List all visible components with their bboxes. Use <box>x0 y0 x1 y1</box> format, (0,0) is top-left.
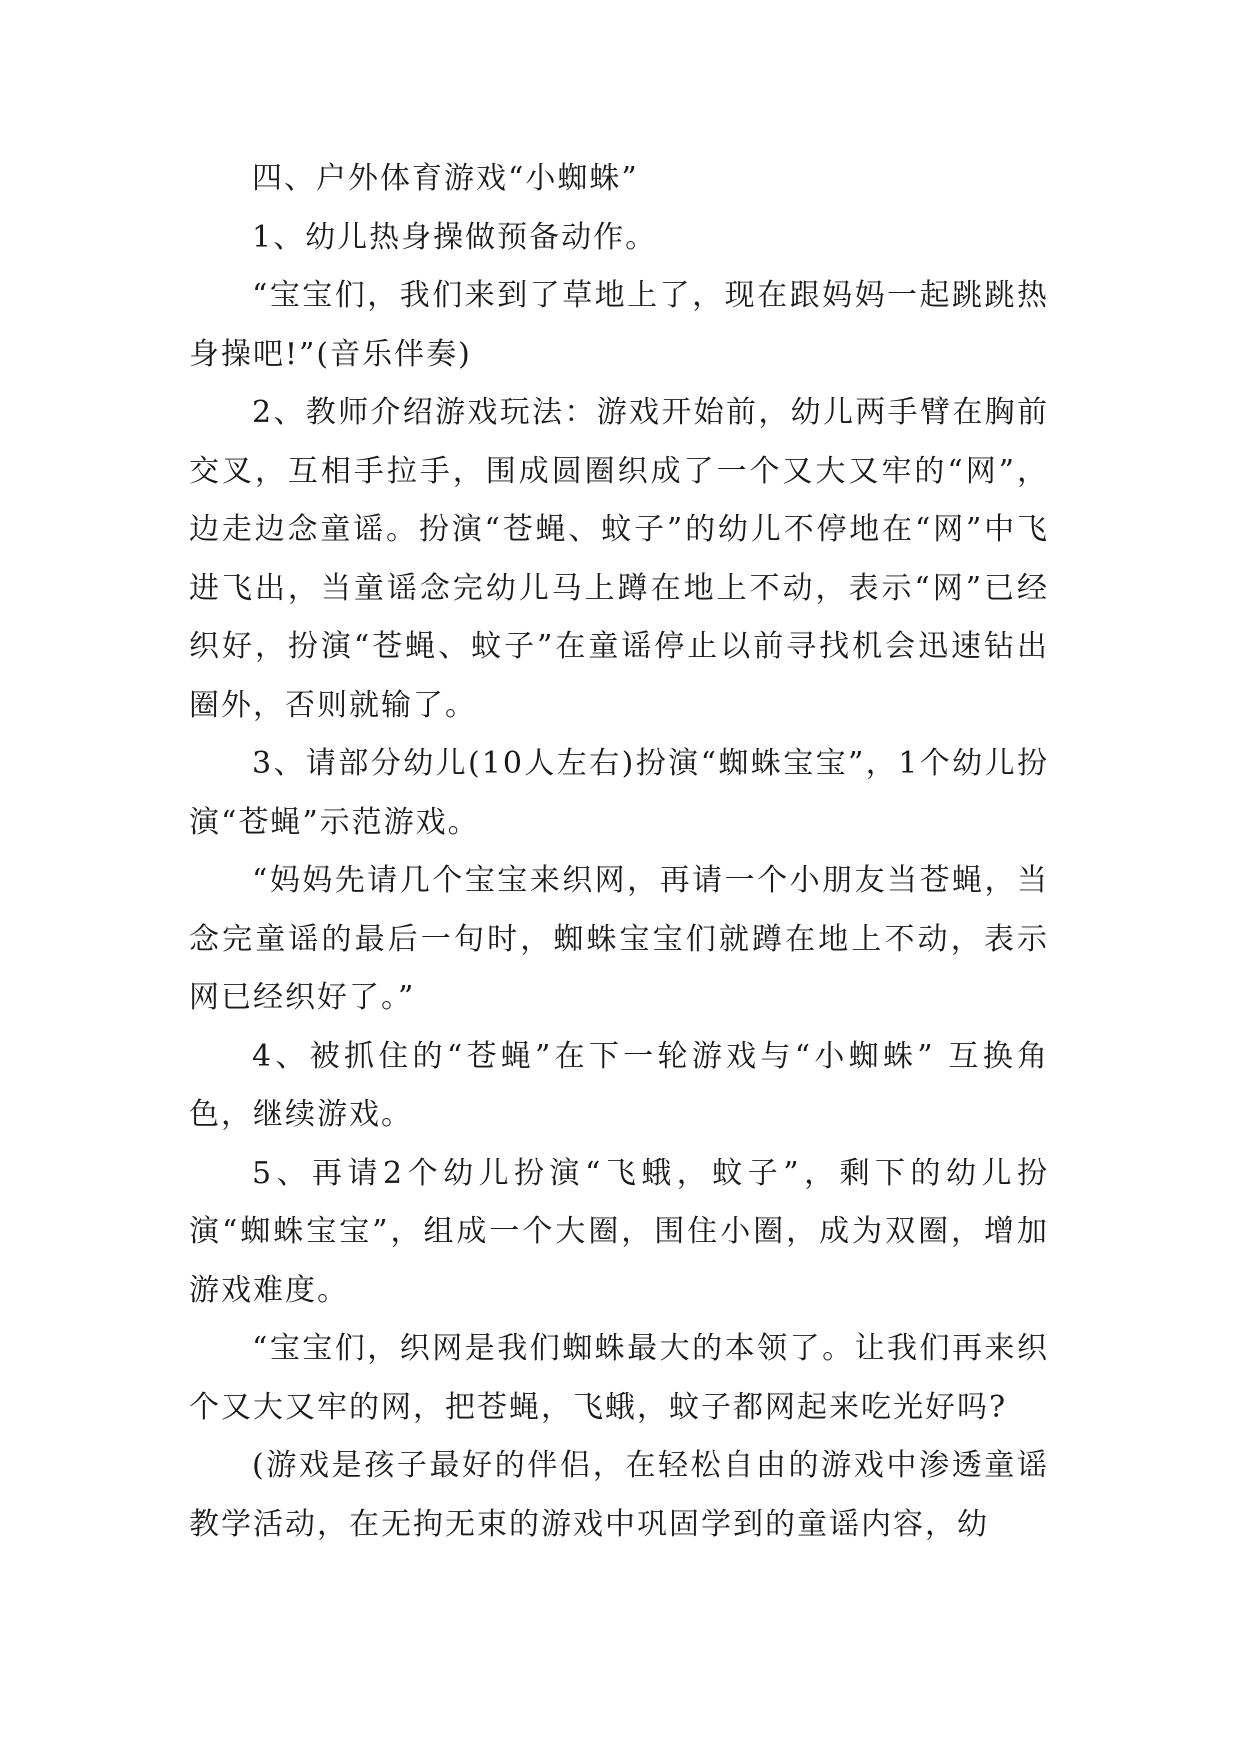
paragraph-quote-3: “宝宝们，织网是我们蜘蛛最大的本领了。让我们再来织个又大又牢的网，把苍蝇，飞蛾，蚊子都网起来吃光好吗? <box>189 1331 1049 1425</box>
paragraph-step-4: 4、被抓住的“苍蝇”在下一轮游戏与“小蜘蛛” 互换角色，继续游戏。 <box>189 1038 1049 1132</box>
paragraph-quote-1: “宝宝们，我们来到了草地上了，现在跟妈妈一起跳跳热身操吧!”(音乐伴奏) <box>189 278 1049 372</box>
paragraph-note: (游戏是孩子最好的伴侣，在轻松自由的游戏中渗透童谣教学活动，在无拘无束的游戏中巩固学到的童谣内容，幼 <box>189 1448 1049 1542</box>
paragraph-step-3: 3、请部分幼儿(10人左右)扮演“蜘蛛宝宝”，1个幼儿扮演“苍蝇”示范游戏。 <box>189 746 1049 840</box>
paragraph-step-2: 2、教师介绍游戏玩法：游戏开始前，幼儿两手臂在胸前交叉，互相手拉手，围成圆圈织成了一个又大又牢的“网”，边走边念童谣。扮演“苍蝇、蚊子”的幼儿不停地在“网”中飞进飞出，当童谣念完幼儿马上蹲在地上不动，表示“网”已经织好，扮演“苍蝇、蚊子”在童谣停止以前寻找机会迅速钻出圈外，否则就输了。 <box>189 395 1049 723</box>
paragraph-quote-2: “妈妈先请几个宝宝来织网，再请一个小朋友当苍蝇，当念完童谣的最后一句时，蜘蛛宝宝们就蹲在地上不动，表示网已经织好了。” <box>189 863 1049 1015</box>
paragraph-step-1: 1、幼儿热身操做预备动作。 <box>252 219 658 255</box>
document-body <box>189 150 1049 1554</box>
section-heading: 四、户外体育游戏“小蜘蛛” <box>252 161 639 196</box>
paragraph-step-5: 5、再请2个幼儿扮演“飞蛾，蚊子”，剩下的幼儿扮演“蜘蛛宝宝”，组成一个大圈，围住小圈，成为双圈，增加游戏难度。 <box>189 1155 1049 1308</box>
